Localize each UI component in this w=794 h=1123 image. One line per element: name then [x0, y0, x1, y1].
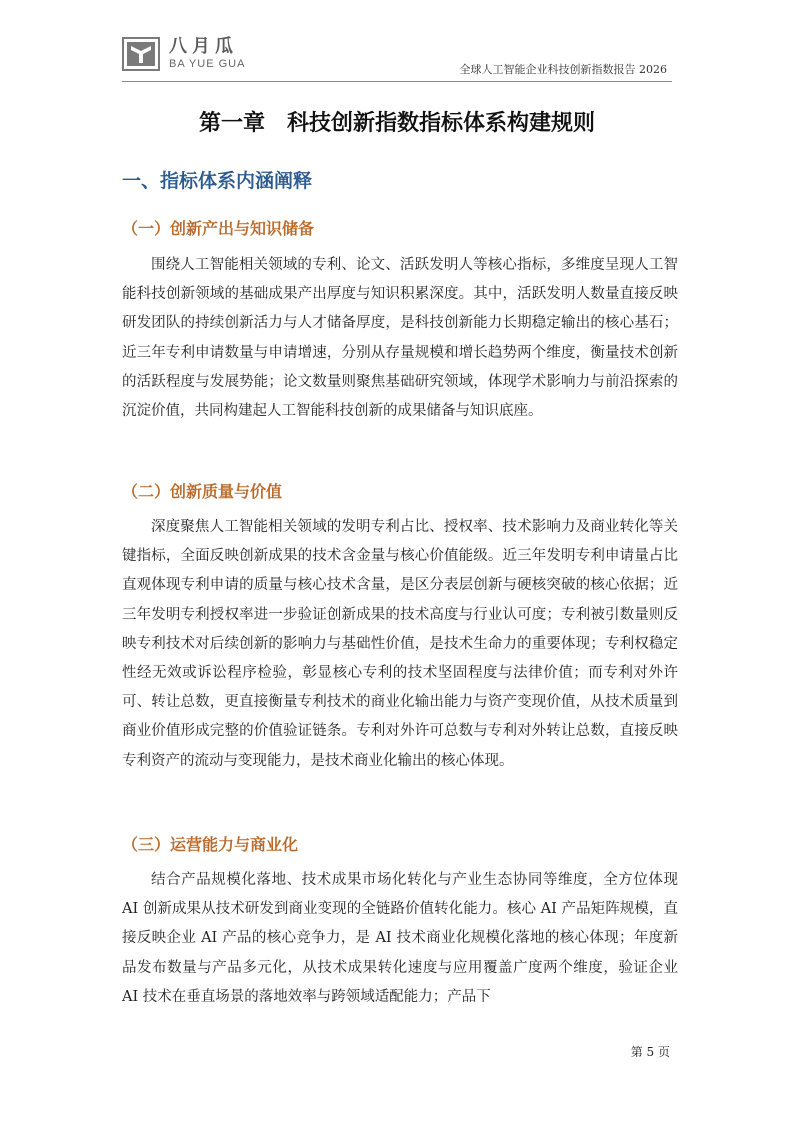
subsection-body-2: 深度聚焦人工智能相关领域的发明专利占比、授权率、技术影响力及商业转化等关键指标，全面反映创新成果的技术含金量与核心价值能级。近三年发明专利申请量占比直观体现专利申请的质量与核心技术含量，是区分表层创新与硬核突破的核心依据；近三年发明专利授权率进一步验证创新成果的技术高度与行业认可度；专利被引数量则反映专利技术对后续创新的影响力与基础性价值，是技术生命力的重要体现；专利权稳定性经无效或诉讼程序检验，彰显核心专利的技术坚固程度与法律价值；而专利对外许可、转让总数，更直接衡量专利技术的商业化输出能力与资产变现价值，从技术质量到商业价值形成完整的价值验证链条。专利对外许可总数与专利对外转让总数，直接反映专利资产的流动与变现能力，是技术商业化输出的核心体现。 [122, 519, 678, 769]
header-divider [122, 81, 672, 82]
report-title: 全球人工智能企业科技创新指数报告 2026 [459, 63, 667, 76]
subsection-title-1: （一）创新产出与知识储备 [122, 219, 315, 238]
section-title: 一、指标体系内涵阐释 [122, 170, 313, 192]
chapter-title: 第一章 科技创新指数指标体系构建规则 [198, 111, 595, 136]
subsection-title-2: （二）创新质量与价值 [122, 482, 283, 501]
subsection-body-3: 结合产品规模化落地、技术成果市场化转化与产业生态协同等维度，全方位体现 AI 创新成果从技术研发到商业变现的全链路价值转化能力。核心 AI 产品矩阵规模，直接反映企业 AI 产品的核心竞争力，是 AI 技术商业化规模化落地的核心体现；年度新品发布数量与产品多元化，从技术成果转化速度与应用覆盖广度两个维度，验证企业 AI 技术在垂直场景的落地效率与跨领域适配能力；产品下 [122, 872, 678, 1005]
logo-chinese-name: 八月瓜 [169, 36, 238, 57]
brand-logo [122, 37, 245, 71]
page-number: 第 5 页 [630, 1045, 670, 1059]
subsection-body-1: 围绕人工智能相关领域的专利、论文、活跃发明人等核心指标，多维度呈现人工智能科技创新领域的基础成果产出厚度与知识积累深度。其中，活跃发明人数量直接反映研发团队的持续创新活力与人才储备厚度，是科技创新能力长期稳定输出的核心基石；近三年专利申请数量与申请增速，分别从存量规模和增长趋势两个维度，衡量技术创新的活跃程度与发展势能；论文数量则聚焦基础研究领域，体现学术影响力与前沿探索的沉淀价值，共同构建起人工智能科技创新的成果储备与知识底座。 [122, 257, 678, 420]
logo-english-name: BA YUE GUA [169, 58, 246, 70]
bayuegua-logo-icon [122, 37, 160, 71]
subsection-title-3: （三）运营能力与商业化 [122, 835, 299, 854]
